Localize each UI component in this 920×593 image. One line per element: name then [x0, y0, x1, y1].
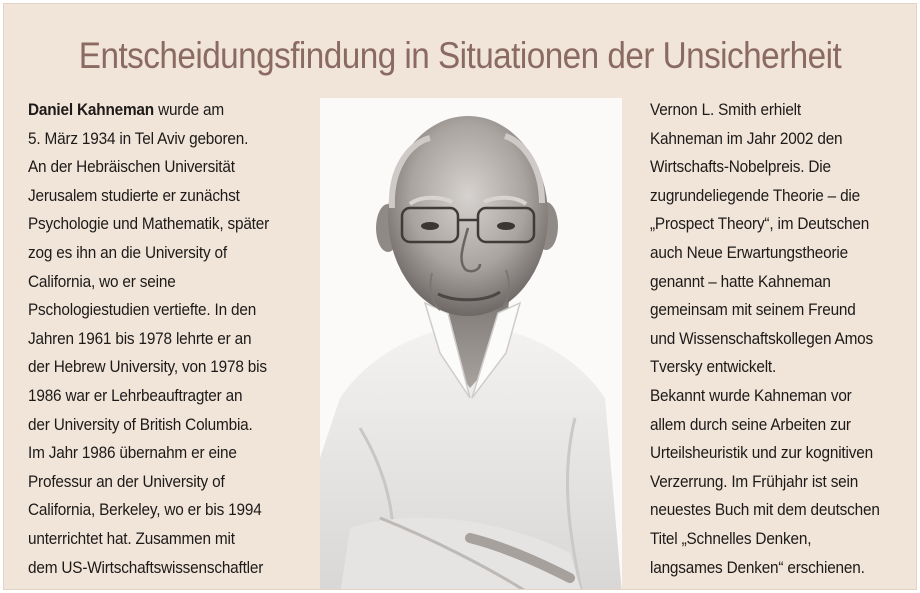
- text-line: der University of British Columbia.: [28, 415, 253, 434]
- text-line: dem US-Wirtschaftswissenschaftler: [28, 558, 264, 577]
- lead-name: Daniel Kahneman: [28, 101, 154, 119]
- text-line: Daniel Kahneman wurde am: [28, 101, 224, 119]
- text-line: der Hebrew University, von 1978 bis: [28, 358, 267, 377]
- text-line: California, wo er seine: [28, 272, 176, 291]
- right-text-column: [650, 96, 880, 582]
- text-line: Vernon L. Smith erhielt: [650, 101, 801, 119]
- text-line: langsames Denken“ erschienen.: [650, 558, 865, 577]
- text-line: und Wissenschaftskollegen Amos: [650, 329, 874, 348]
- text-line: Titel „Schnelles Denken,: [650, 529, 812, 548]
- text-line: An der Hebräischen Universität: [28, 158, 235, 177]
- text-line: 5. März 1934 in Tel Aviv geboren.: [28, 129, 249, 148]
- text-line: auch Neue Erwartungstheorie: [650, 243, 849, 262]
- text-line: Verzerrung. Im Frühjahr ist sein: [650, 472, 859, 491]
- portrait-illustration: [320, 98, 622, 590]
- text-line: zugrundeliegende Theorie – die: [650, 186, 860, 205]
- text-line: zog es ihn an die University of: [28, 243, 227, 262]
- text-line: Tversky entwickelt.: [650, 358, 777, 377]
- text-line: neuestes Buch mit dem deutschen: [650, 501, 880, 520]
- article-panel: [3, 3, 917, 590]
- text-line: Pschologiestudien vertiefte. In den: [28, 301, 257, 320]
- text-line: Jahren 1961 bis 1978 lehrte er an: [28, 329, 252, 348]
- text-line: California, Berkeley, wo er bis 1994: [28, 501, 262, 520]
- text-line: genannt – hatte Kahneman: [650, 272, 831, 291]
- text-line: Psychologie und Mathematik, später: [28, 215, 270, 234]
- text-line: allem durch seine Arbeiten zur: [650, 415, 851, 434]
- text-line: Professur an der University of: [28, 472, 225, 491]
- text-line: „Prospect Theory“, im Deutschen: [650, 215, 870, 234]
- text-line: Bekannt wurde Kahneman vor: [650, 386, 852, 405]
- text-line: Kahneman im Jahr 2002 den: [650, 129, 843, 148]
- portrait-photo: [320, 98, 622, 590]
- left-text-column: [28, 96, 269, 582]
- text-line: unterrichtet hat. Zusammen mit: [28, 529, 235, 548]
- text-line: Im Jahr 1986 übernahm er eine: [28, 444, 237, 463]
- text-line: 1986 war er Lehrbeauftragter an: [28, 386, 243, 405]
- article-title: Entscheidungsfindung in Situationen der Unsicherheit: [78, 35, 842, 76]
- text-line: gemeinsam mit seinem Freund: [650, 301, 856, 320]
- text-line: Wirtschafts-Nobelpreis. Die: [650, 158, 831, 177]
- text-line: Urteilsheuristik und zur kognitiven: [650, 444, 873, 463]
- text-line: Jerusalem studierte er zunächst: [28, 186, 240, 205]
